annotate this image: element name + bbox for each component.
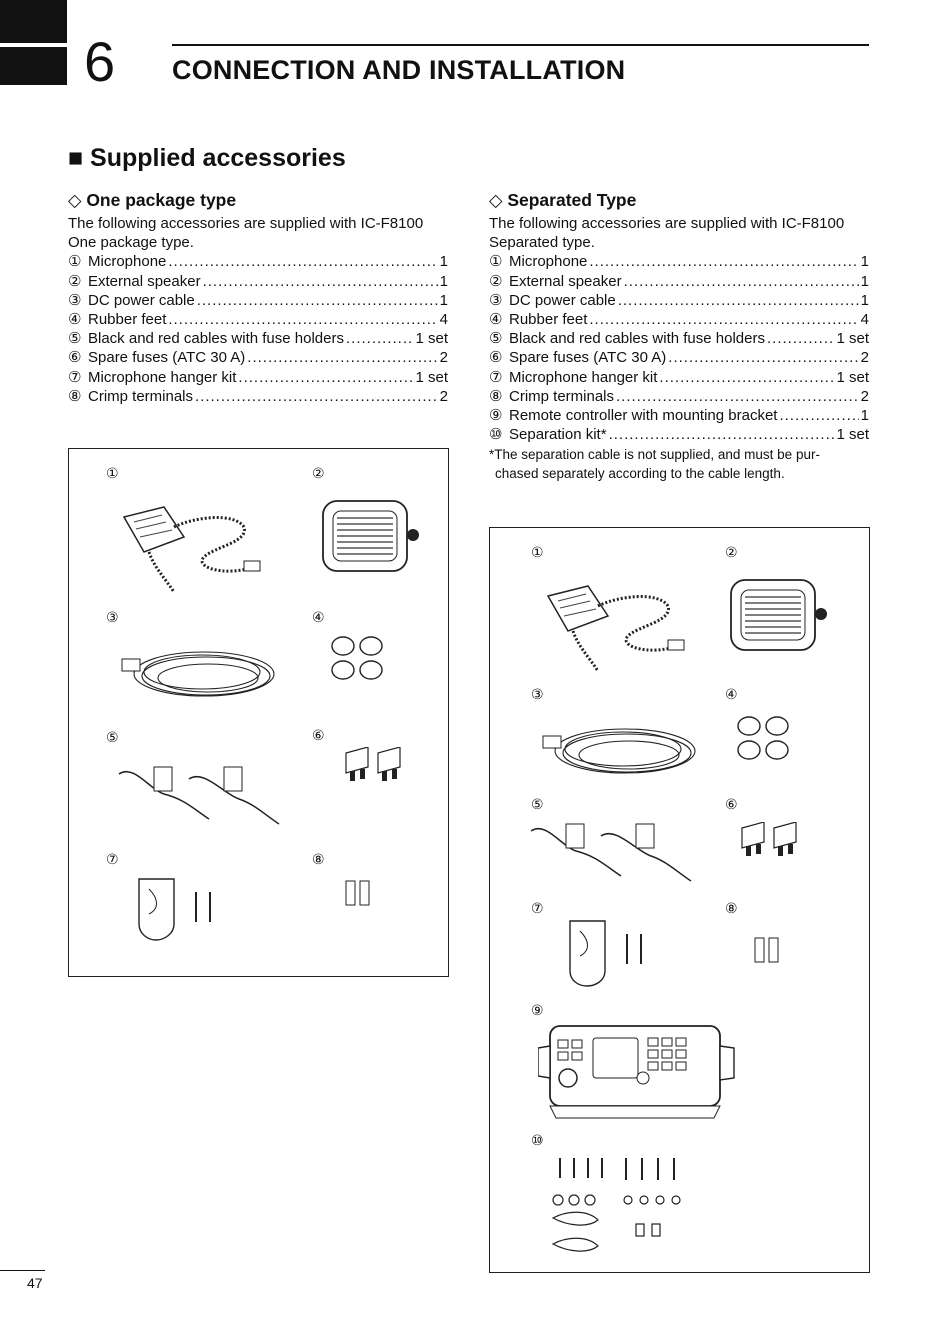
item-quantity: 4 bbox=[439, 311, 448, 329]
crimp-terminals-illustration bbox=[753, 936, 783, 966]
external-speaker-illustration bbox=[725, 572, 835, 662]
separation-kit-illustration bbox=[548, 1148, 698, 1258]
item-label: External speaker bbox=[88, 272, 201, 290]
item-quantity: 2 bbox=[439, 349, 448, 367]
figure-label: ① bbox=[531, 544, 544, 560]
figure-label: ⑤ bbox=[106, 729, 119, 745]
item-number: ⑩ bbox=[489, 426, 503, 444]
item-number: ③ bbox=[489, 291, 503, 309]
item-number: ② bbox=[489, 272, 503, 290]
note-line-1: *The separation cable is not supplied, and must be pur- bbox=[489, 447, 820, 463]
accessory-item bbox=[68, 291, 448, 310]
item-quantity: 1 set bbox=[415, 368, 448, 386]
one-package-intro: The following accessories are supplied with IC-F8100 One package type. bbox=[68, 215, 424, 252]
item-number: ⑨ bbox=[489, 407, 503, 425]
item-label: Crimp terminals bbox=[88, 387, 194, 405]
figure-label: ⑩ bbox=[531, 1132, 544, 1148]
leader-dots bbox=[767, 329, 834, 348]
leader-dots bbox=[616, 387, 859, 406]
item-number: ⑤ bbox=[68, 330, 82, 348]
accessory-item bbox=[68, 348, 448, 367]
accessory-item bbox=[489, 425, 869, 444]
chapter-tab-block-bottom bbox=[0, 47, 67, 85]
accessory-item bbox=[489, 387, 869, 406]
item-label: Microphone bbox=[88, 253, 167, 271]
figure-label: ⑦ bbox=[531, 900, 544, 916]
item-label: Spare fuses (ATC 30 A) bbox=[509, 349, 667, 367]
figure-label: ④ bbox=[725, 686, 738, 702]
item-label: DC power cable bbox=[509, 291, 616, 309]
external-speaker-illustration bbox=[317, 493, 427, 583]
item-label: Remote controller with mounting bracket bbox=[509, 407, 778, 425]
figure-label: ⑦ bbox=[106, 851, 119, 867]
one-package-heading: ◇ One package type bbox=[68, 190, 237, 210]
accessory-item bbox=[489, 272, 869, 291]
item-quantity: 1 set bbox=[836, 426, 869, 444]
leader-dots bbox=[609, 425, 835, 444]
accessory-item bbox=[68, 329, 448, 348]
page-number: 47 bbox=[27, 1275, 43, 1291]
rubber-feet-illustration bbox=[329, 634, 389, 684]
item-quantity: 1 set bbox=[836, 368, 869, 386]
one-package-column bbox=[68, 188, 448, 406]
accessory-item bbox=[489, 406, 869, 425]
figure-label: ④ bbox=[312, 609, 325, 625]
item-number: ④ bbox=[489, 311, 503, 329]
item-label: Microphone hanger kit bbox=[88, 368, 237, 386]
item-label: Rubber feet bbox=[88, 311, 167, 329]
item-number: ⑥ bbox=[489, 349, 503, 367]
item-quantity: 4 bbox=[860, 311, 869, 329]
leader-dots bbox=[197, 291, 438, 310]
item-label: Black and red cables with fuse holders bbox=[88, 330, 344, 348]
microphone-hanger-kit-illustration bbox=[565, 916, 655, 991]
leader-dots bbox=[659, 368, 834, 387]
spare-fuses-illustration bbox=[740, 822, 800, 862]
accessory-item bbox=[68, 368, 448, 387]
separated-list bbox=[489, 252, 869, 444]
leader-dots bbox=[168, 252, 437, 271]
one-package-figure bbox=[68, 448, 449, 977]
item-number: ⑤ bbox=[489, 330, 503, 348]
page-number-rule bbox=[0, 1270, 45, 1271]
rubber-feet-illustration bbox=[735, 714, 795, 764]
leader-dots bbox=[203, 272, 438, 291]
item-label: Microphone hanger kit bbox=[509, 368, 658, 386]
figure-label: ③ bbox=[531, 686, 544, 702]
item-number: ① bbox=[489, 253, 503, 271]
figure-label: ② bbox=[312, 465, 325, 481]
item-quantity: 1 bbox=[860, 272, 869, 290]
accessory-item bbox=[489, 368, 869, 387]
spare-fuses-illustration bbox=[344, 747, 404, 787]
item-label: Separation kit* bbox=[509, 426, 607, 444]
item-quantity: 1 bbox=[860, 253, 869, 271]
figure-label: ⑨ bbox=[531, 1002, 544, 1018]
figure-label: ⑤ bbox=[531, 796, 544, 812]
leader-dots bbox=[346, 329, 413, 348]
one-package-list bbox=[68, 252, 448, 406]
dc-power-cable-illustration bbox=[114, 629, 284, 719]
crimp-terminals-illustration bbox=[344, 879, 374, 909]
item-label: DC power cable bbox=[88, 291, 195, 309]
accessory-item bbox=[489, 291, 869, 310]
chapter-title: CONNECTION AND INSTALLATION bbox=[172, 55, 626, 85]
item-label: Crimp terminals bbox=[509, 387, 615, 405]
separated-note bbox=[489, 445, 869, 483]
figure-label: ⑧ bbox=[312, 851, 325, 867]
accessory-item bbox=[489, 348, 869, 367]
accessory-item bbox=[68, 310, 448, 329]
figure-label: ⑥ bbox=[312, 727, 325, 743]
item-label: Rubber feet bbox=[509, 311, 588, 329]
accessory-item bbox=[68, 387, 448, 406]
chapter-number: 6 bbox=[84, 30, 116, 93]
item-quantity: 2 bbox=[439, 387, 448, 405]
item-label: External speaker bbox=[509, 272, 622, 290]
leader-dots bbox=[589, 310, 858, 329]
microphone-illustration bbox=[114, 497, 264, 607]
item-number: ① bbox=[68, 253, 82, 271]
item-number: ⑧ bbox=[489, 387, 503, 405]
leader-dots bbox=[195, 387, 438, 406]
separated-figure bbox=[489, 527, 870, 1273]
figure-label: ⑧ bbox=[725, 900, 738, 916]
leader-dots bbox=[779, 406, 858, 425]
item-label: Black and red cables with fuse holders bbox=[509, 330, 765, 348]
note-line-2: chased separately according to the cable length. bbox=[495, 466, 785, 482]
accessory-item bbox=[68, 252, 448, 271]
microphone-illustration bbox=[538, 576, 688, 686]
section-title: ■ Supplied accessories bbox=[68, 144, 346, 172]
chapter-tab-block-top bbox=[0, 0, 67, 43]
item-number: ⑧ bbox=[68, 387, 82, 405]
accessory-item bbox=[489, 310, 869, 329]
item-number: ⑥ bbox=[68, 349, 82, 367]
figure-label: ② bbox=[725, 544, 738, 560]
microphone-hanger-kit-illustration bbox=[134, 874, 224, 944]
fuse-holder-cables-illustration bbox=[114, 759, 284, 834]
item-number: ④ bbox=[68, 311, 82, 329]
leader-dots bbox=[668, 348, 858, 367]
item-number: ③ bbox=[68, 291, 82, 309]
accessory-item bbox=[489, 252, 869, 271]
item-number: ⑦ bbox=[68, 368, 82, 386]
item-quantity: 1 set bbox=[836, 330, 869, 348]
separated-heading: ◇ Separated Type bbox=[489, 190, 637, 210]
separated-intro: The following accessories are supplied with IC-F8100 Separated type. bbox=[489, 215, 845, 252]
item-quantity: 2 bbox=[860, 349, 869, 367]
accessory-item bbox=[68, 272, 448, 291]
chapter-rule bbox=[172, 44, 869, 46]
leader-dots bbox=[618, 291, 859, 310]
dc-power-cable-illustration bbox=[535, 706, 705, 796]
leader-dots bbox=[247, 348, 437, 367]
leader-dots bbox=[624, 272, 859, 291]
accessory-item bbox=[489, 329, 869, 348]
item-label: Spare fuses (ATC 30 A) bbox=[88, 349, 246, 367]
leader-dots bbox=[238, 368, 413, 387]
figure-label: ③ bbox=[106, 609, 119, 625]
item-quantity: 1 bbox=[860, 291, 869, 309]
item-quantity: 1 bbox=[439, 253, 448, 271]
item-quantity: 2 bbox=[860, 387, 869, 405]
leader-dots bbox=[168, 310, 437, 329]
item-label: Microphone bbox=[509, 253, 588, 271]
item-quantity: 1 bbox=[439, 272, 448, 290]
separated-column bbox=[489, 188, 869, 483]
item-quantity: 1 bbox=[439, 291, 448, 309]
figure-label: ⑥ bbox=[725, 796, 738, 812]
item-number: ⑦ bbox=[489, 368, 503, 386]
fuse-holder-cables-illustration bbox=[526, 816, 696, 891]
item-quantity: 1 set bbox=[415, 330, 448, 348]
item-number: ② bbox=[68, 272, 82, 290]
leader-dots bbox=[589, 252, 858, 271]
remote-controller-illustration bbox=[538, 1018, 743, 1128]
item-quantity: 1 bbox=[860, 407, 869, 425]
figure-label: ① bbox=[106, 465, 119, 481]
